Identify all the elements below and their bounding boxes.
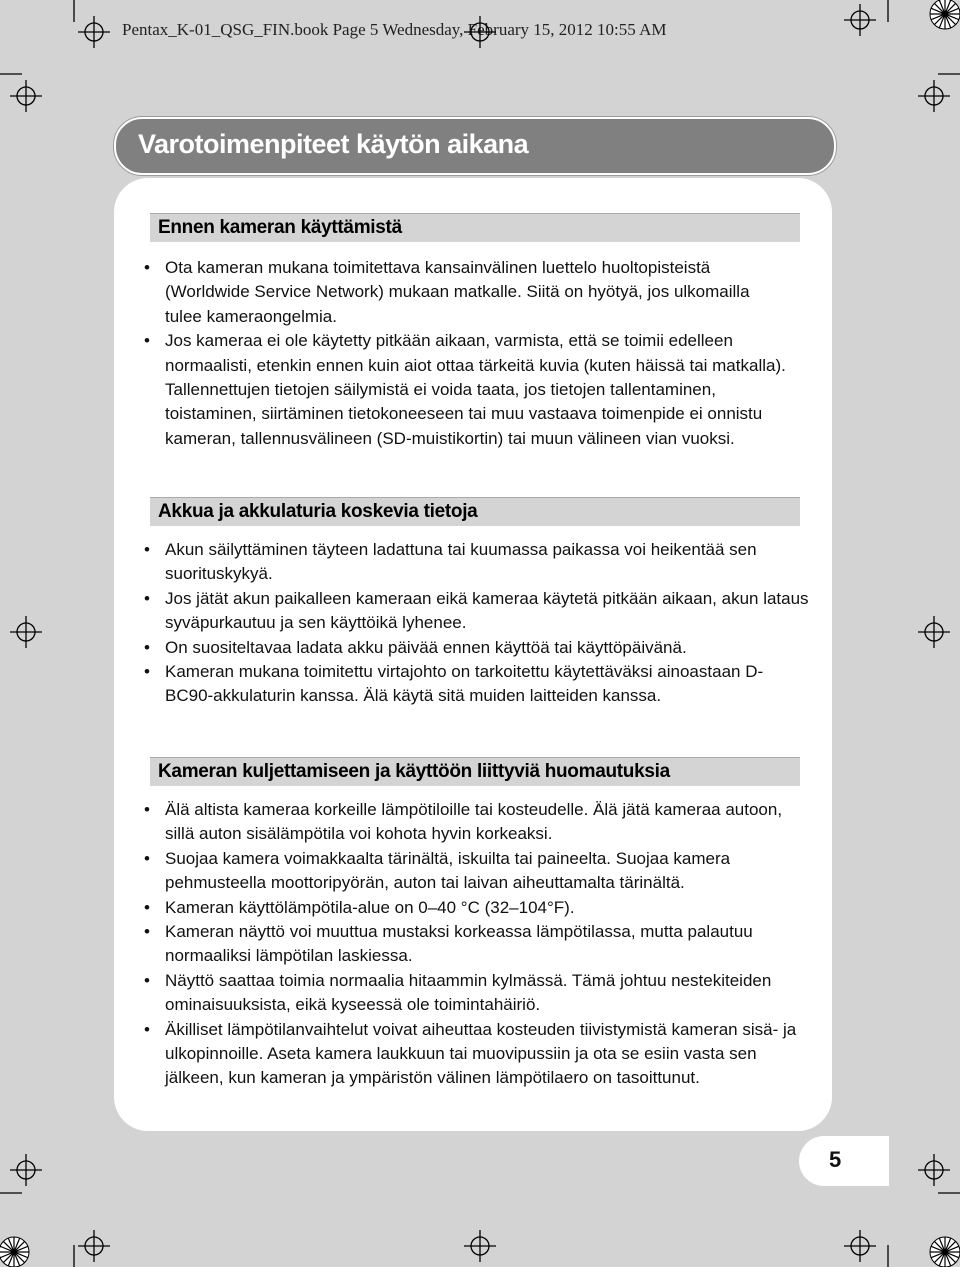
starburst-target-icon: [930, 1237, 960, 1267]
registration-mark-icon: [918, 1154, 950, 1186]
list-item: • Kameran käyttölämpötila-alue on 0–40 °C (32–104°F).: [140, 896, 810, 920]
list-item: • Jos kameraa ei ole käytetty pitkään aikaan, varmista, että se toimii edelleen normaalisti, etenkin ennen kuin aiot ottaa tärkeitä kuvia (kuten häissä tai matkalla). Tallennettujen tietojen säilymistä ei voida taata, jos tietojen tallentaminen, toistaminen, siirtäminen tietokoneeseen tai muu vastaava toimenpide ei onnistu kameran, tallennusvälineen (SD-muistikortin) tai muun välineen vian vuoksi.: [140, 329, 810, 451]
list-item: • Kameran näyttö voi muuttua mustaksi korkeassa lämpötilassa, mutta palautuu normaaliksi lämpötilan laskiessa.: [140, 920, 810, 969]
section-heading-text: Ennen kameran käyttämistä: [158, 217, 402, 238]
list-item: • Ota kameran mukana toimitettava kansainvälinen luettelo huoltopisteistä (Worldwide Service Network) mukaan matkalle. Siitä on hyötyä, jos ulkomailla tulee kameraongelmia.: [140, 256, 810, 329]
list-item: • Näyttö saattaa toimia normaalia hitaammin kylmässä. Tämä johtuu nestekiteiden ominaisuuksista, eikä kyseessä ole toimintahäiriö.: [140, 969, 810, 1018]
starburst-target-icon: [930, 0, 960, 29]
registration-mark-icon: [918, 80, 950, 112]
list-item: • Suojaa kamera voimakkaalta tärinältä, iskuilta tai paineelta. Suojaa kamera pehmusteella moottoripyörän, auton tai laivan aiheuttamalta tärinältä.: [140, 847, 810, 896]
registration-mark-icon: [10, 80, 42, 112]
registration-mark-icon: [844, 1230, 876, 1262]
section-heading-text: Kameran kuljettamiseen ja käyttöön liittyviä huomautuksia: [158, 761, 670, 782]
list-item: • Jos jätät akun paikalleen kameraan eikä kameraa käytetä pitkään aikaan, akun lataus syväpurkautuu ja sen käyttöikä lyhenee.: [140, 587, 810, 636]
file-info-header: Pentax_K-01_QSG_FIN.book Page 5 Wednesday, February 15, 2012 10:55 AM: [122, 20, 667, 39]
registration-mark-icon: [78, 1230, 110, 1262]
list-item: • Akun säilyttäminen täyteen ladattuna tai kuumassa paikassa voi heikentää sen suorituskykyä.: [140, 538, 810, 587]
registration-mark-icon: [464, 1230, 496, 1262]
list-item: • Älä altista kameraa korkeille lämpötiloille tai kosteudelle. Älä jätä kameraa autoon, sillä auton sisälämpötila voi kohota hyvin korkeaksi.: [140, 798, 810, 847]
page-title: Varotoimenpiteet käytön aikana: [138, 129, 529, 159]
registration-mark-icon: [78, 16, 110, 48]
page-number: 5: [829, 1147, 842, 1172]
list-item: • On suositeltavaa ladata akku päivää ennen käyttöä tai käyttöpäivänä.: [140, 636, 810, 660]
registration-mark-icon: [10, 616, 42, 648]
list-item: • Kameran mukana toimitettu virtajohto on tarkoitettu käytettäväksi ainoastaan D-BC90-akkulaturin kanssa. Älä käytä sitä muiden laitteiden kanssa.: [140, 660, 810, 709]
registration-mark-icon: [464, 16, 496, 48]
registration-mark-icon: [10, 1154, 42, 1186]
starburst-target-icon: [0, 1237, 29, 1267]
list-item: • Äkilliset lämpötilanvaihtelut voivat aiheuttaa kosteuden tiivistymistä kameran sisä- ja ulkopinnoille. Aseta kamera laukkuun tai muovipussiin ja ota se esiin vasta sen jälkeen, kun kameran ja ympäristön välinen lämpötilaero on tasoittunut.: [140, 1018, 810, 1091]
registration-mark-icon: [918, 616, 950, 648]
registration-mark-icon: [844, 4, 876, 36]
section-heading-text: Akkua ja akkulaturia koskevia tietoja: [158, 501, 478, 522]
